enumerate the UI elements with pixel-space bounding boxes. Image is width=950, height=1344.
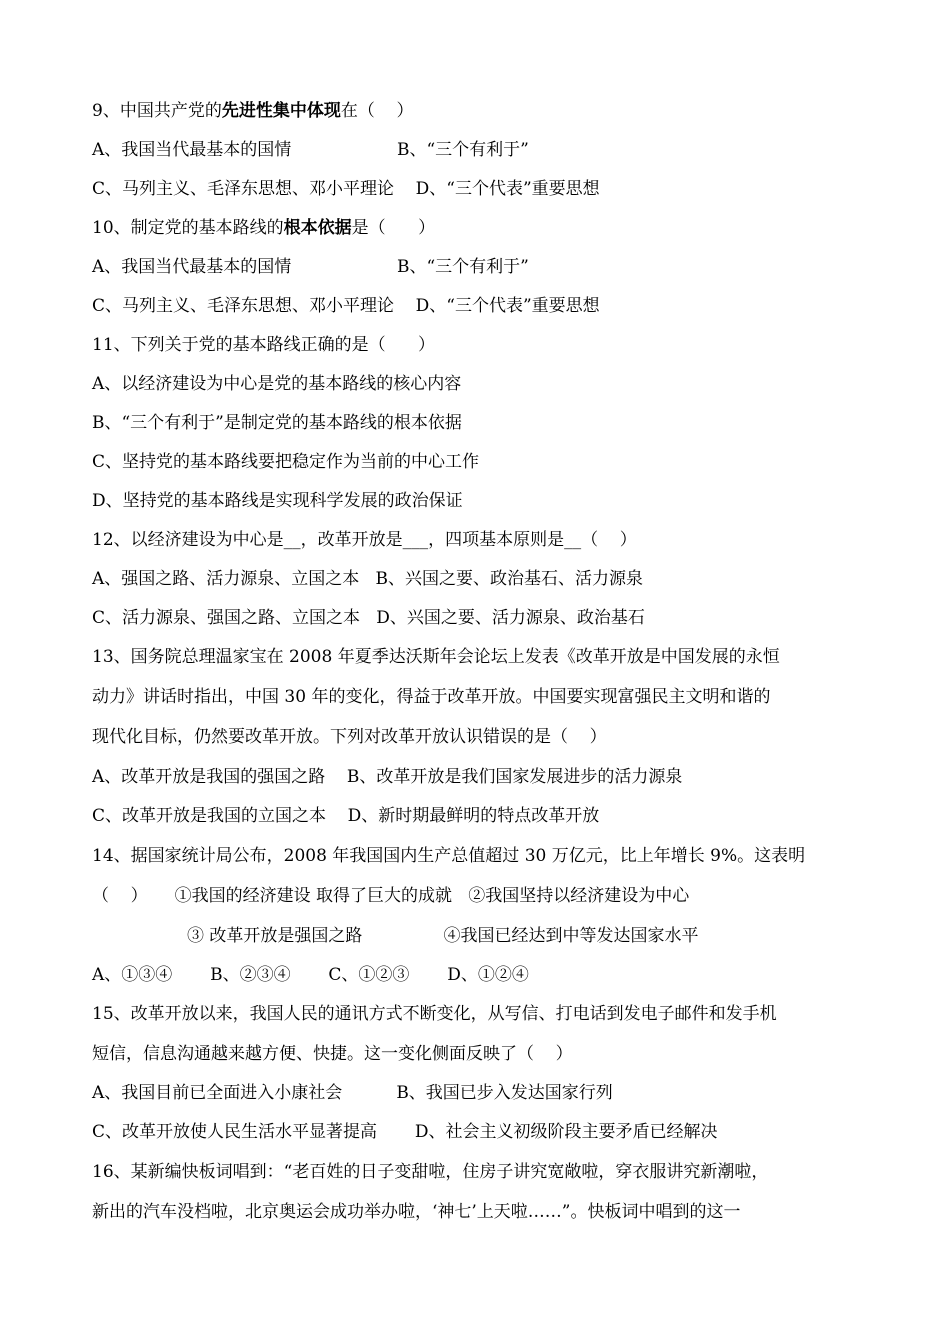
question-11-option-b: B、“三个有利于”是制定党的基本路线的根本依据 [92, 413, 462, 433]
question-10-stem-text: 10、制定党的基本路线的 [92, 218, 284, 238]
question-13-stem-line-3: 现代化目标，仍然要改革开放。下列对改革开放认识错误的是（ ） [92, 727, 607, 747]
question-11-option-d: D、坚持党的基本路线是实现科学发展的政治保证 [92, 491, 463, 511]
question-10-emphasis: 根本依据 [283, 218, 352, 238]
question-9-stem [92, 100, 413, 122]
question-9-option-b: B、“三个有利于” [397, 140, 529, 160]
question-12-stem: 12、以经济建设为中心是__，改革开放是___，四项基本原则是__（ ） [92, 530, 637, 550]
question-10-options-cd: C、马列主义、毛泽东思想、邓小平理论 D、“三个代表”重要思想 [92, 296, 600, 316]
question-9-stem-text: 9、中国共产党的 [92, 101, 222, 121]
question-14-options: A、①③④ B、②③④ C、①②③ D、①②④ [92, 965, 529, 985]
question-9-stem-end: 在（ ） [340, 101, 414, 121]
question-11-option-a: A、以经济建设为中心是党的基本路线的核心内容 [92, 374, 462, 394]
question-9-emphasis: 先进性集中体现 [221, 101, 341, 121]
question-13-options-cd: C、改革开放是我国的立国之本 D、新时期最鲜明的特点改革开放 [92, 806, 600, 826]
question-11-stem: 11、下列关于党的基本路线正确的是（ ） [92, 335, 436, 355]
question-13-stem-line-2: 动力》讲话时指出，中国 30 年的变化，得益于改革开放。中国要实现富强民主文明和谐的 [92, 687, 771, 707]
question-13-stem-line-1: 13、国务院总理温家宝在 2008 年夏季达沃斯年会论坛上发表《改革开放是中国发展的永恒 [92, 647, 780, 667]
question-11-option-c: C、坚持党的基本路线要把稳定作为当前的中心工作 [92, 452, 480, 472]
question-14-stem-line-2: （ ） ①我国的经济建设 取得了巨大的成就 ②我国坚持以经济建设为中心 [92, 886, 690, 906]
question-10-option-a: A、我国当代最基本的国情 [92, 257, 292, 277]
question-15-options-ab: A、我国目前已全面进入小康社会 B、我国已步入发达国家行列 [92, 1083, 613, 1103]
question-9-option-a: A、我国当代最基本的国情 [92, 140, 292, 160]
question-9-options-cd: C、马列主义、毛泽东思想、邓小平理论 D、“三个代表”重要思想 [92, 179, 600, 199]
question-10-stem-end: 是（ ） [351, 218, 436, 238]
question-16-stem-line-2: 新出的汽车没档啦，北京奥运会成功举办啦，‘神七’上天啦……”。快板词中唱到的这一 [92, 1202, 741, 1222]
question-13-options-ab: A、改革开放是我国的强国之路 B、改革开放是我们国家发展进步的活力源泉 [92, 767, 683, 787]
question-15-stem-line-2: 短信，信息沟通越来越方便、快捷。这一变化侧面反映了（ ） [92, 1044, 573, 1064]
question-10-option-b: B、“三个有利于” [397, 257, 529, 277]
question-12-options-cd: C、活力源泉、强国之路、立国之本 D、兴国之要、活力源泉、政治基石 [92, 608, 645, 628]
question-12-options-ab: A、强国之路、活力源泉、立国之本 B、兴国之要、政治基石、活力源泉 [92, 569, 643, 589]
question-15-options-cd: C、改革开放使人民生活水平显著提高 D、社会主义初级阶段主要矛盾已经解决 [92, 1122, 718, 1142]
question-14-stem-line-1: 14、据国家统计局公布，2008 年我国国内生产总值超过 30 万亿元，比上年增长 9%。这表明 [92, 846, 806, 866]
question-15-stem-line-1: 15、改革开放以来，我国人民的通讯方式不断变化，从写信、打电话到发电子邮件和发手机 [92, 1004, 777, 1024]
question-14-stem-line-3: ③ 改革开放是强国之路 ④我国已经达到中等发达国家水平 [187, 926, 699, 946]
question-16-stem-line-1: 16、某新编快板词唱到：“老百姓的日子变甜啦，住房子讲究宽敞啦，穿衣服讲究新潮啦， [92, 1162, 769, 1182]
question-10-stem [92, 217, 435, 239]
